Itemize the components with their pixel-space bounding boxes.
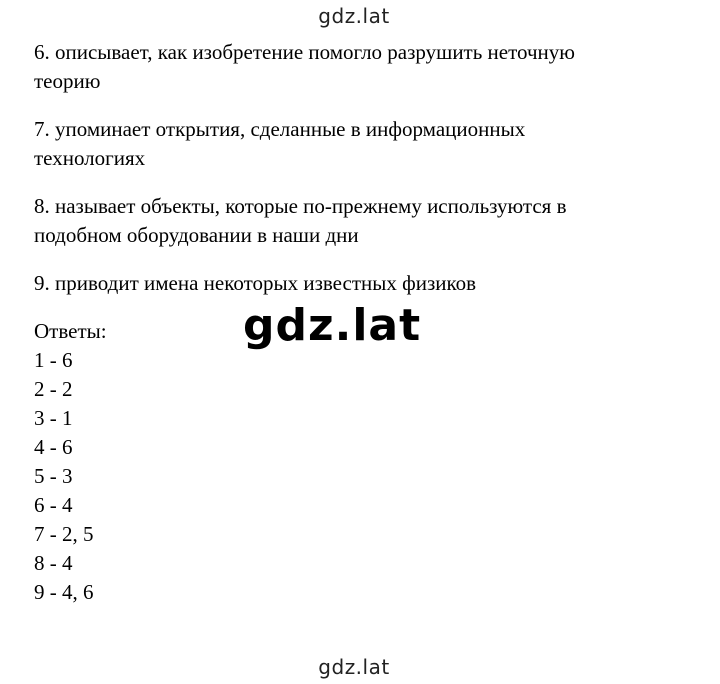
answer-line: 8 - 4 (34, 551, 73, 575)
item-text-line: технологиях (34, 146, 146, 170)
answers-block (34, 317, 694, 607)
answer-line: 2 - 2 (34, 377, 73, 401)
watermark-top: gdz.lat (318, 4, 390, 28)
list-item (34, 192, 694, 250)
list-item (34, 38, 694, 96)
answer-line: 3 - 1 (34, 406, 73, 430)
answer-line: 7 - 2, 5 (34, 522, 94, 546)
answer-line: 9 - 4, 6 (34, 580, 94, 604)
list-item (34, 115, 694, 173)
answer-line: 6 - 4 (34, 493, 73, 517)
answer-line: 4 - 6 (34, 435, 73, 459)
watermark-middle: gdz.lat (243, 300, 422, 351)
item-text-line: теорию (34, 69, 101, 93)
answers-title: Ответы: (34, 319, 107, 343)
item-text-line: 9. приводит имена некоторых известных физиков (34, 271, 477, 295)
watermark-bottom: gdz.lat (318, 655, 390, 679)
list-item (34, 269, 694, 298)
item-text-line: 7. упоминает открытия, сделанные в информационных (34, 117, 526, 141)
answer-line: 5 - 3 (34, 464, 73, 488)
item-text-line: 8. называет объекты, которые по-прежнему используются в (34, 194, 567, 218)
item-text-line: 6. описывает, как изобретение помогло разрушить неточную (34, 40, 575, 64)
item-text-line: подобном оборудовании в наши дни (34, 223, 359, 247)
answer-line: 1 - 6 (34, 348, 73, 372)
